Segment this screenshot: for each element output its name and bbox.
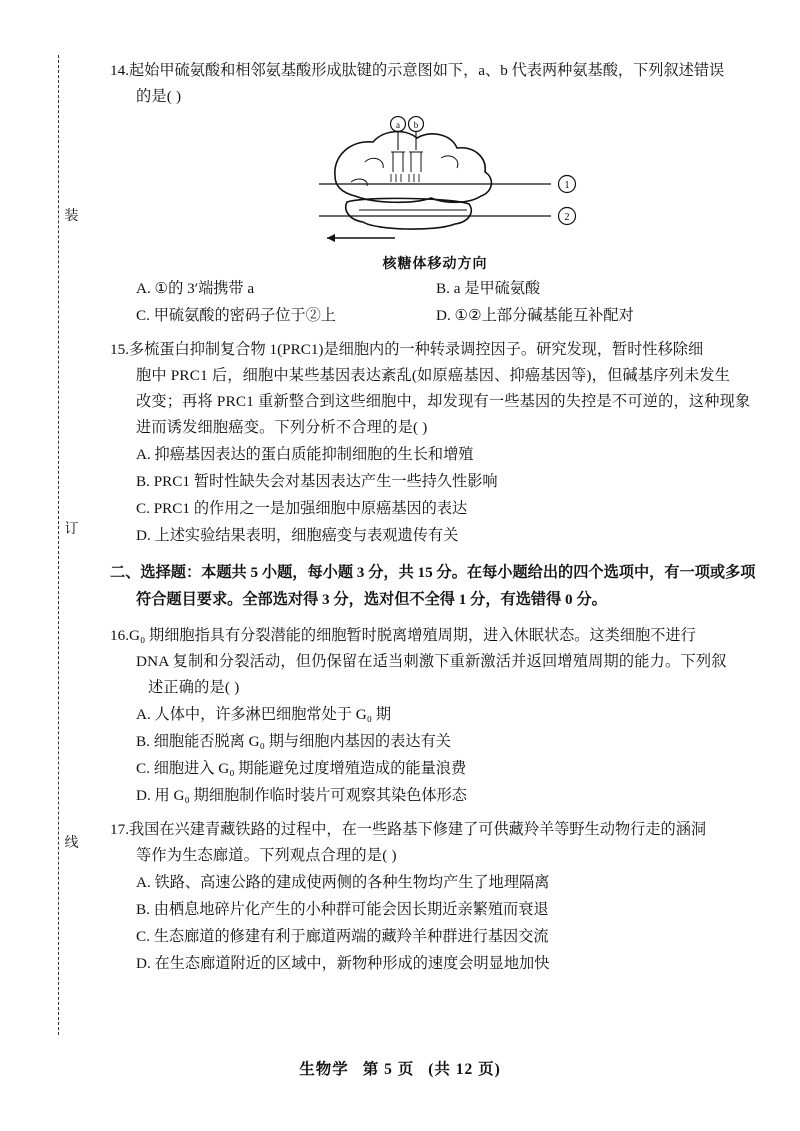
question-16-stem-line1 [110,623,760,649]
footer-page: 第 5 页 [362,1061,415,1078]
question-15-option-c[interactable]: C. PRC1 的作用之一是加强细胞中原癌基因的表达 [136,500,468,517]
question-15-stem-line1 [110,337,760,363]
page-content [110,58,760,983]
binding-label-ding: 订 [64,518,80,541]
question-14-options-row-2 [110,302,760,329]
question-17-option-c[interactable]: C. 生态廊道的修建有利于廊道两端的藏羚羊种群进行基因交流 [136,928,549,945]
question-17-option-a[interactable]: A. 铁路、高速公路的建成使两侧的各种生物均产生了地理隔离 [136,874,550,891]
question-15-option-a[interactable]: A. 抑癌基因表达的蛋白质能抑制细胞的生长和增殖 [136,446,474,463]
question-17-text1: 我国在兴建青藏铁路的过程中，在一些路基下修建了可供藏羚羊等野生动物行走的涵洞 [128,821,707,838]
question-16-option-b[interactable]: B. 细胞能否脱离 G₀ 期与细胞内基因的表达有关 [136,733,451,750]
section-heading [110,559,760,613]
ribosome-diagram [255,116,615,246]
binding-label-xian: 线 [64,832,80,855]
section-heading-line1: 二、选择题：本题共 5 小题，每小题 3 分，共 15 分。在每小题给出的四个选项中，有一项或多项 [110,564,756,581]
section-heading-line2: 符合题目要求。全部选对得 3 分，选对但不全得 1 分，有选错得 0 分。 [136,591,607,608]
question-17 [110,817,760,977]
binding-label-zhuang: 装 [64,205,80,228]
question-16 [110,623,760,809]
question-14-stem-line2: 的是( ) [136,88,182,105]
question-17-number: 17. [110,821,129,838]
svg-text:a: a [396,120,400,130]
question-15-stem-line4: 进而诱发细胞癌变。下列分析不合理的是( ) [136,419,428,436]
figure-caption: 核糖体移动方向 [382,257,488,272]
question-15-stem-line3: 改变；再将 PRC1 重新整合到这些细胞中，却发现有一些基因的失控是不可逆的，这种现象 [136,393,751,410]
question-15 [110,337,760,549]
question-14-text1: 起始甲硫氨酸和相邻氨基酸形成肽键的示意图如下，a、b 代表两种氨基酸，下列叙述错误 [128,62,725,79]
question-16-option-a[interactable]: A. 人体中，许多淋巴细胞常处于 G₀ 期 [136,706,392,723]
svg-text:2: 2 [564,212,570,223]
page-footer [0,1057,800,1079]
binding-margin [58,55,84,1035]
question-17-stem-line1 [110,817,760,843]
question-16-text1: G₀ 期细胞指具有分裂潜能的细胞暂时脱离增殖周期，进入休眠状态。这类细胞不进行 [128,627,696,644]
question-15-option-d[interactable]: D. 上述实验结果表明，细胞癌变与表观遗传有关 [136,527,459,544]
question-14-option-b[interactable]: B. a 是甲硫氨酸 [436,280,541,297]
question-15-stem-line2: 胞中 PRC1 后，细胞中某些基因表达紊乱(如原癌基因、抑癌基因等)，但碱基序列未发生 [136,367,731,384]
question-14-options-row-1 [110,275,760,302]
question-17-option-d[interactable]: D. 在生态廊道附近的区域中，新物种形成的速度会明显地加快 [136,955,550,972]
question-14-option-c[interactable]: C. 甲硫氨酸的密码子位于②上 [136,307,336,324]
question-14-option-d[interactable]: D. ①②上部分碱基能互补配对 [436,307,634,324]
footer-total-pages: (共 12 页) [428,1061,501,1078]
question-14-stem-line1 [110,58,760,84]
svg-text:b: b [413,120,419,130]
question-14-option-a[interactable]: A. ①的 3′端携带 a [136,280,255,297]
question-14-figure [110,116,760,273]
question-15-option-b[interactable]: B. PRC1 暂时性缺失会对基因表达产生一些持久性影响 [136,473,498,490]
question-17-stem-line2: 等作为生态廊道。下列观点合理的是( ) [136,847,397,864]
question-14-number: 14. [110,62,129,79]
footer-subject: 生物学 [299,1061,349,1078]
question-14 [110,58,760,329]
question-17-option-b[interactable]: B. 由栖息地碎片化产生的小种群可能会因长期近亲繁殖而衰退 [136,901,549,918]
question-16-stem-line3: 述正确的是( ) [148,679,240,696]
question-16-option-d[interactable]: D. 用 G₀ 期细胞制作临时装片可观察其染色体形态 [136,787,467,804]
question-15-number: 15. [110,341,129,358]
svg-text:1: 1 [564,180,570,191]
question-15-text1: 多梳蛋白抑制复合物 1(PRC1)是细胞内的一种转录调控因子。研究发现，暂时性移除细 [128,341,704,358]
question-16-option-c[interactable]: C. 细胞进入 G₀ 期能避免过度增殖造成的能量浪费 [136,760,467,777]
question-16-stem-line2: DNA 复制和分裂活动，但仍保留在适当刺激下重新激活并返回增殖周期的能力。下列叙 [136,653,727,670]
question-16-number: 16. [110,627,129,644]
